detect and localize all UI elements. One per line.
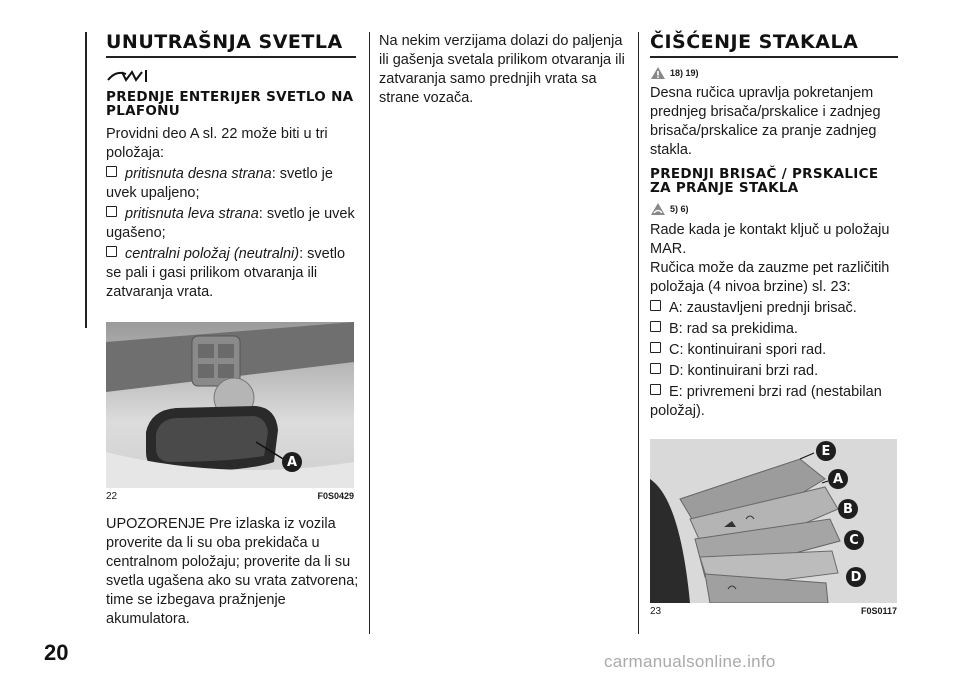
- ignition-paragraph: Rade kada je kontakt ključ u položaju MAR.: [650, 222, 890, 257]
- checkbox-bullet-icon: [650, 342, 661, 353]
- interior-light-icon: [106, 66, 152, 86]
- checkbox-bullet-icon: [650, 321, 661, 332]
- column-3: [650, 32, 898, 421]
- figure-code: F0S0117: [860, 606, 897, 616]
- list-item: C: kontinuirani spori rad.: [650, 341, 898, 360]
- warning-reference: 5) 6): [650, 202, 898, 216]
- figure-number: 22: [106, 491, 118, 502]
- column-1: [106, 32, 356, 302]
- list-item: B: rad sa prekidima.: [650, 320, 898, 339]
- checkbox-bullet-icon: [650, 384, 661, 395]
- figure-23-caption: [650, 606, 897, 617]
- subheading-front-wiper: PREDNJI BRISAČ / PRSKALICE ZA PRANJE STAKLA: [650, 166, 879, 196]
- list-item: pritisnuta desna strana: svetlo je uvek upaljeno;: [106, 166, 333, 201]
- warning-triangle-icon: [650, 66, 666, 80]
- list-item: pritisnuta leva strana: svetlo je uvek ugašeno;: [106, 206, 355, 241]
- front-doors-paragraph: Na nekim verzijama dolazi do paljenja ili gašenja svetala prilikom otvaranja ili zatvaranja samo prednjih vrata sa strane vozača.: [379, 33, 625, 106]
- checkbox-bullet-icon: [106, 206, 117, 217]
- figure-label-E: E: [816, 441, 836, 461]
- column-divider-2: [638, 32, 639, 634]
- figure-label-A: A: [282, 452, 302, 472]
- list-item: E: privremeni brzi rad (nestabilan položaj).: [650, 384, 882, 419]
- figure-number: 23: [650, 606, 662, 617]
- warning-triangle-icon: [650, 202, 666, 216]
- checkbox-bullet-icon: [650, 300, 661, 311]
- watermark: carmanualsonline.info: [604, 652, 776, 671]
- list-item: centralni položaj (neutralni): svetlo se pali i gasi prilikom otvaranja ili zatvaranja vrata.: [106, 246, 346, 300]
- section-heading-window-cleaning: ČIŠĆENJE STAKALA: [650, 31, 859, 53]
- warning-paragraph: UPOZORENJE Pre izlaska iz vozila proverite da li su oba prekidača u centralnom položaju; proverite da li su svetla ugašena ako su vrata zatvorena; time se izbegava pražnjenje akumulatora.: [106, 516, 359, 627]
- warning-reference: 18) 19): [650, 66, 898, 80]
- figure-23-wiper-lever: [650, 439, 897, 603]
- figure-label-C: C: [844, 530, 864, 550]
- section-heading-interior-lights: UNUTRAŠNJA SVETLA: [106, 31, 343, 53]
- heading-rule: [650, 56, 898, 58]
- figure-label-B: B: [838, 499, 858, 519]
- column-2: [379, 32, 631, 108]
- checkbox-bullet-icon: [106, 166, 117, 177]
- warning-block: [106, 515, 362, 629]
- column-divider-1: [369, 32, 370, 634]
- checkbox-bullet-icon: [650, 363, 661, 374]
- positions-paragraph: Ručica može da zauzme pet različitih položaja (4 nivoa brzine) sl. 23:: [650, 260, 890, 295]
- heading-rule: [106, 56, 356, 58]
- checkbox-bullet-icon: [106, 246, 117, 257]
- list-item: D: kontinuirani brzi rad.: [650, 362, 898, 381]
- interior-light-symbol: [106, 66, 356, 88]
- ceiling-light-illustration: [106, 322, 354, 488]
- figure-label-D: D: [846, 567, 866, 587]
- figure-22-ceiling-light: [106, 322, 354, 488]
- page-number: 20: [44, 640, 69, 665]
- subheading-front-ceiling-light: PREDNJE ENTERIJER SVETLO NA PLAFONU: [106, 89, 354, 119]
- intro-paragraph: Providni deo A sl. 22 može biti u tri položaja:: [106, 126, 328, 161]
- figure-label-A: A: [828, 469, 848, 489]
- list-item: A: zaustavljeni prednji brisač.: [650, 299, 898, 318]
- side-rule: [85, 32, 87, 328]
- figure-22-caption: [106, 491, 354, 502]
- figure-code: F0S0429: [317, 491, 354, 501]
- lever-intro-paragraph: Desna ručica upravlja pokretanjem prednjeg brisača/prskalice i zadnjeg brisača/prskalice za pranje zadnjeg stakla.: [650, 85, 881, 158]
